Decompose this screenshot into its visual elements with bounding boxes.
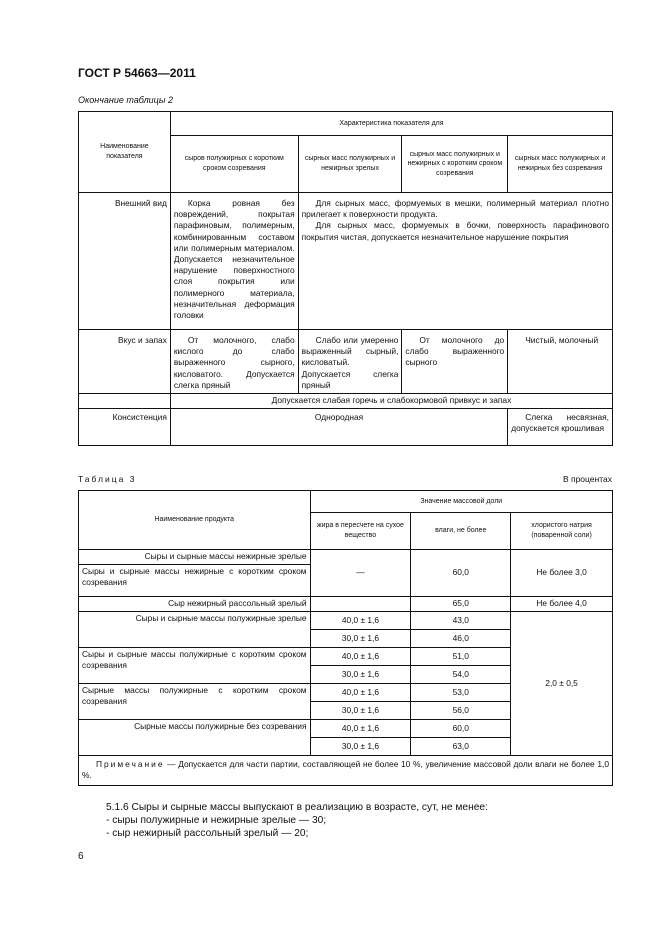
fat-value: 30,0 ± 1,6 [310,666,411,684]
col-product-header: Наименование продукта [79,491,311,550]
fat-value: 30,0 ± 1,6 [310,630,411,648]
row-taste-name: Вкус и запах [79,330,171,394]
row-appearance-p1: Для сырных масс, формуемых в мешки, полимерный материал плотно прилегает к поверхности продукта. [301,198,609,220]
table-row: Сыр нежирный рассольный зрелый [79,597,311,612]
table-row: Сыры и сырные массы полужирные зрелые [79,612,311,648]
table-3 [78,490,613,786]
col3-header: сырных масс полужирных и нежирных с коротким сроком созревания [402,136,508,193]
row-taste-c4: Чистый, молочный [508,330,613,394]
table-row: Сыры и сырные массы нежирные зрелые [79,550,311,565]
table-row: Сыры и сырные массы полужирные с коротким сроком созревания [79,648,311,684]
row-taste-common: Допускается слабая горечь и слабокормовой привкус и запах [170,394,612,409]
fat-value: 40,0 ± 1,6 [310,648,411,666]
col-moisture-header: влаги, не более [411,513,511,550]
salt-value: 2,0 ± 0,5 [511,612,613,756]
col-fat-header: жира в пересчете на сухое вещество [310,513,411,550]
table-row: Сыры и сырные массы нежирные с коротким сроком созревания [79,565,311,597]
col1-header: сыров полужирных с коротким сроком созревания [170,136,298,193]
moisture-value: 53,0 [411,684,511,702]
salt-value: Не более 3,0 [511,550,613,597]
moisture-value: 60,0 [411,720,511,738]
row-consistency-c4: Слегка несвязная, допускается крошливая [508,409,613,446]
moisture-value: 54,0 [411,666,511,684]
page-number: 6 [78,851,84,862]
col2-header: сырных масс полужирных и нежирных зрелых [298,136,402,193]
row-appearance-c1: Корка ровная без повреждений, покрытая парафиновым, полимерным, комбинированным составом или полимерным материалом. Допускается незначительное нарушение поверхностного слоя покрытия или полимерного материала, незначительная деформация головки [170,193,298,330]
table-2 [78,111,613,446]
col-indicator-header: Наименование показателя [79,112,171,193]
col-mass-group-header: Значение массовой доли [310,491,612,513]
row-consistency-name: Консистенция [79,409,171,446]
moisture-value: 51,0 [411,648,511,666]
fat-value: 40,0 ± 1,6 [310,684,411,702]
document-header: ГОСТ Р 54663—2011 [78,66,196,80]
fat-value: 30,0 ± 1,6 [310,702,411,720]
moisture-value: 43,0 [411,612,511,630]
moisture-value: 60,0 [411,550,511,597]
moisture-value: 46,0 [411,630,511,648]
salt-value: Не более 4,0 [511,597,613,612]
fat-dash: — [310,550,411,597]
row-consistency-c123: Однородная [170,409,507,446]
section-list-item: - сыры полужирные и нежирные зрелые — 30; [106,815,327,826]
fat-value: 40,0 ± 1,6 [310,720,411,738]
row-appearance-name: Внешний вид [79,193,171,330]
fat-value: 40,0 ± 1,6 [310,612,411,630]
col-salt-header: хлористого натрия (поваренной соли) [511,513,613,550]
row-appearance-p2: Для сырных масс, формуемых в бочки, поверхность парафинового покрытия чистая, допускается незначительное нарушение покрытия [301,220,609,242]
moisture-value: 56,0 [411,702,511,720]
table-row: Сырные массы полужирные без созревания [79,720,311,756]
col-group-header: Характеристика показателя для [170,112,612,136]
moisture-value: 65,0 [411,597,511,612]
moisture-value: 63,0 [411,738,511,756]
section-paragraph: 5.1.6 Сыры и сырные массы выпускают в реализацию в возрасте, сут, не менее: [106,802,488,813]
col4-header: сырных масс полужирных и нежирных без созревания [508,136,613,193]
table2-caption: Окончание таблицы 2 [78,95,173,105]
table-row: Сырные массы полужирные с коротким сроком созревания [79,684,311,720]
table3-caption: Таблица 3 [78,474,137,484]
row-taste-c3: От молочного до слабо выраженного сырного [402,330,508,394]
row-taste-c1: От молочного, слабо кислого до слабо выраженного сырного, кисловатого. Допускается слегка пряный [170,330,298,394]
row-taste-c2: Слабо или умеренно выраженный сырный, кисловатый. Допускается слегка пряный [298,330,402,394]
fat-value: 30,0 ± 1,6 [310,738,411,756]
section-list-item: - сыр нежирный рассольный зрелый — 20; [106,828,309,839]
table3-note: Примечание — Допускается для части партии, составляющей не более 10 %, увеличение массовой доли влаги не более 1,0 %. [79,756,613,786]
table3-unit: В процентах [562,474,612,484]
